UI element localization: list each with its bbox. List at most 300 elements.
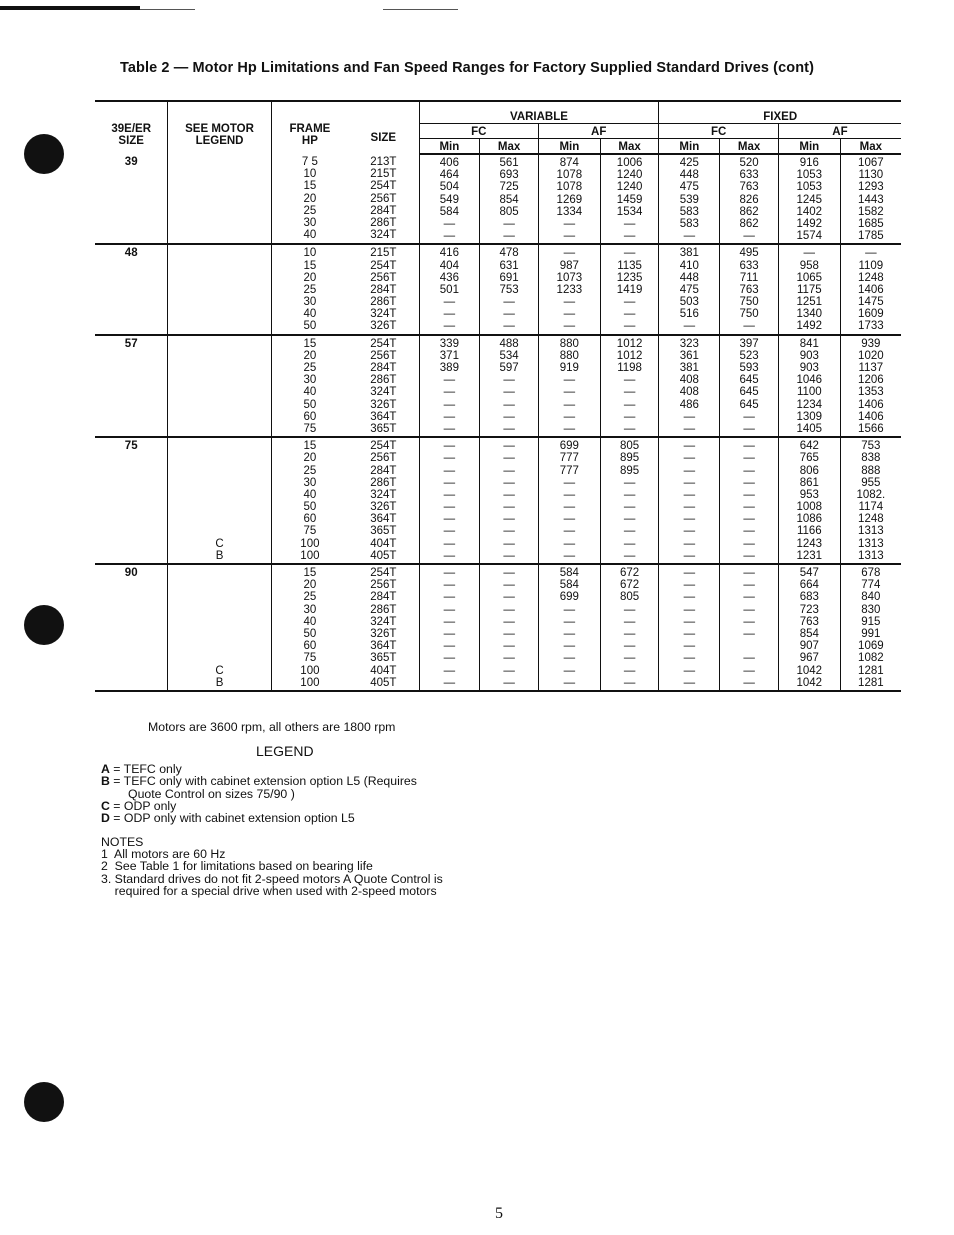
note-item: 1 All motors are 60 Hz <box>101 847 226 861</box>
fan-speed-value: 381 <box>679 247 699 260</box>
legend-item <box>101 812 417 824</box>
frame-cell <box>348 244 419 334</box>
max-header: Max <box>600 139 659 155</box>
fan-speed-value: 645 <box>739 374 759 387</box>
note-item: 3. Standard drives do not fit 2-speed motors A Quote Control is <box>101 871 443 886</box>
fan-speed-value: 691 <box>499 271 519 284</box>
fan-speed-value: 389 <box>439 362 459 374</box>
legend-cell <box>168 244 271 334</box>
fan-speed-value: 1685 <box>858 217 884 230</box>
fan-speed-value: 1281 <box>858 676 884 689</box>
frame-size: 254T <box>370 337 397 350</box>
motor-legend-code <box>168 579 270 591</box>
fan-speed-value: 895 <box>620 464 640 477</box>
fan-speed-value: 1082. <box>856 488 886 501</box>
value-cell <box>419 335 480 438</box>
fan-speed-value: — <box>683 320 696 333</box>
motor-hp: 25 <box>303 204 317 217</box>
fan-speed-value: — <box>623 386 636 399</box>
motor-legend-code <box>168 350 270 362</box>
fan-speed-value: 464 <box>439 169 459 182</box>
fan-speed-value: 777 <box>559 464 579 477</box>
motor-hp: 50 <box>303 501 317 514</box>
motor-legend-code <box>168 272 270 284</box>
fan-speed-value: — <box>503 501 515 514</box>
fan-speed-value: — <box>443 374 456 387</box>
legend-key: D <box>101 811 110 826</box>
fan-speed-value: 645 <box>739 386 759 399</box>
fan-speed-value: 503 <box>679 296 699 309</box>
motor-legend-code <box>168 217 270 229</box>
frame-size: 324T <box>370 229 397 242</box>
fan-speed-value: 584 <box>559 579 579 592</box>
fan-speed-value: 1281 <box>858 664 884 677</box>
motor-hp: 10 <box>303 168 317 181</box>
fan-speed-value: — <box>623 627 636 640</box>
fan-speed-value: — <box>503 567 515 579</box>
binder-hole-icon <box>24 134 64 174</box>
fan-speed-value: — <box>443 320 456 333</box>
fan-speed-value: 1245 <box>796 193 823 206</box>
fan-speed-value: 1082 <box>858 652 884 665</box>
fan-speed-value: 1078 <box>556 181 583 194</box>
frame-size: 256T <box>370 579 397 592</box>
fan-speed-value: — <box>563 513 576 526</box>
fan-speed-value: — <box>563 422 576 435</box>
fan-speed-value: 1419 <box>616 283 643 296</box>
motor-hp: 75 <box>303 652 317 665</box>
fan-speed-value: 664 <box>799 579 819 592</box>
frame-size: 286T <box>370 216 397 229</box>
fan-speed-value: 448 <box>679 169 699 182</box>
fan-speed-value: 805 <box>620 440 640 453</box>
fan-speed-value: — <box>503 308 515 321</box>
fan-speed-value: 826 <box>739 193 759 206</box>
fan-speed-value: 1609 <box>858 308 884 321</box>
fan-speed-value: — <box>563 603 576 616</box>
fan-speed-value: — <box>683 549 696 562</box>
frame-size: 254T <box>370 567 397 579</box>
fan-speed-value: 919 <box>559 362 579 374</box>
fan-speed-value: 410 <box>679 259 699 272</box>
fan-speed-value: — <box>743 567 755 579</box>
fan-speed-value: — <box>683 640 696 653</box>
frame-size: 213T <box>370 156 397 168</box>
fan-speed-value: 725 <box>499 181 519 194</box>
fan-speed-value: 1069 <box>858 640 884 653</box>
frame-size: 365T <box>370 525 397 538</box>
col-frame-header: SIZE <box>348 101 419 154</box>
fan-speed-value: 1053 <box>796 169 823 182</box>
fan-speed-value: 711 <box>739 271 759 284</box>
fan-speed-value: — <box>743 676 755 689</box>
fan-speed-value: 907 <box>799 640 819 653</box>
value-cell <box>720 564 779 691</box>
frame-size: 284T <box>370 204 397 217</box>
fan-speed-value: 1459 <box>616 193 643 206</box>
fan-speed-value: 1053 <box>796 181 823 194</box>
legend-key: A <box>101 762 110 776</box>
fan-speed-value: — <box>563 308 576 321</box>
frame-size: 404T <box>370 664 397 677</box>
fan-speed-value: — <box>683 501 696 514</box>
size-group-row <box>95 437 901 564</box>
fan-speed-value: 806 <box>799 464 819 477</box>
fan-speed-value: — <box>683 591 696 604</box>
frame-size: 365T <box>370 652 397 665</box>
frame-size: 326T <box>370 398 397 411</box>
fan-speed-value: 699 <box>559 591 579 604</box>
fan-speed-value: 488 <box>499 337 519 350</box>
frame-cell <box>348 564 419 691</box>
frame-size: 365T <box>370 422 397 435</box>
fan-speed-value: — <box>683 615 696 628</box>
motor-hp: 50 <box>303 320 317 333</box>
fan-speed-value: 763 <box>799 615 819 628</box>
fan-speed-value: 1137 <box>858 362 884 374</box>
frame-size: 405T <box>370 549 397 562</box>
fan-speed-value: 1231 <box>796 549 823 562</box>
motor-legend-code <box>168 284 270 296</box>
frame-size: 286T <box>370 476 397 489</box>
fan-speed-value: 1405 <box>796 422 823 435</box>
fan-speed-value: 1020 <box>858 349 884 362</box>
value-cell <box>538 244 600 334</box>
motor-legend-code <box>168 423 270 435</box>
fan-speed-value: — <box>623 247 636 260</box>
fan-speed-value: 967 <box>799 652 819 665</box>
frame-size: 326T <box>370 627 397 640</box>
fan-speed-value: 1065 <box>796 271 823 284</box>
fan-speed-value: — <box>683 676 696 689</box>
fan-speed-value: — <box>443 591 456 604</box>
fan-speed-value: — <box>443 549 456 562</box>
fan-speed-value: — <box>503 386 515 399</box>
size-group-row <box>95 154 901 244</box>
fan-speed-value: 1534 <box>616 205 643 218</box>
fan-speed-value: — <box>443 422 456 435</box>
motor-hp: 75 <box>303 525 317 538</box>
motor-legend-code <box>168 386 270 398</box>
value-cell <box>538 564 600 691</box>
fan-speed-value: — <box>503 217 515 230</box>
fan-speed-value: — <box>743 615 755 628</box>
frame-size: 256T <box>370 452 397 465</box>
fan-speed-value: — <box>683 664 696 677</box>
fan-speed-value: — <box>683 513 696 526</box>
motor-hp: 15 <box>303 180 317 193</box>
fan-speed-value: 1086 <box>796 513 823 526</box>
col-legend-header <box>168 101 271 154</box>
motor-hp: 10 <box>303 247 317 260</box>
hp-cell <box>271 564 348 691</box>
fan-speed-value: — <box>623 652 636 665</box>
fan-speed-value: 516 <box>679 308 699 321</box>
fan-speed-value: 436 <box>439 271 459 284</box>
fan-speed-value: 1353 <box>858 386 884 399</box>
motor-legend-code <box>168 616 270 628</box>
frame-size: 254T <box>370 259 397 272</box>
motor-legend-code <box>168 501 270 513</box>
fan-speed-value: 1067 <box>858 157 884 169</box>
motor-legend-code <box>168 489 270 501</box>
fan-speed-value: 854 <box>799 627 819 640</box>
fan-speed-value: 1492 <box>796 217 823 230</box>
fan-speed-value: — <box>503 591 515 604</box>
fan-speed-value: 584 <box>559 567 579 579</box>
fan-speed-value: — <box>743 579 755 592</box>
fan-speed-value: — <box>503 537 515 550</box>
fan-speed-value: — <box>743 549 755 562</box>
variable-header: VARIABLE <box>419 101 659 124</box>
fan-speed-value: — <box>563 640 576 653</box>
fan-speed-value: — <box>623 676 636 689</box>
fan-speed-value: 683 <box>799 591 819 604</box>
fan-speed-value: 633 <box>739 169 759 182</box>
fan-speed-value: 323 <box>679 337 699 350</box>
fan-speed-value: — <box>503 652 515 665</box>
fan-speed-value: 1006 <box>616 157 643 169</box>
motor-legend-code: C <box>215 537 224 550</box>
frame-size: 324T <box>370 386 397 399</box>
fan-speed-value: 903 <box>799 349 819 362</box>
motor-legend-code <box>168 168 270 180</box>
fan-speed-value: 408 <box>679 386 699 399</box>
fan-speed-value: — <box>443 579 456 592</box>
max-header: Max <box>720 139 779 155</box>
legend-cell <box>168 335 271 438</box>
motor-hp: 30 <box>303 216 317 229</box>
value-cell <box>659 335 720 438</box>
fan-speed-value: 1269 <box>556 193 583 206</box>
legend-cell <box>168 154 271 244</box>
motor-hp: 20 <box>303 452 317 465</box>
motor-hp: 40 <box>303 488 317 501</box>
fan-speed-value: — <box>683 422 696 435</box>
fan-speed-value: — <box>563 217 576 230</box>
fan-speed-value: — <box>443 603 456 616</box>
fan-speed-value: — <box>623 549 636 562</box>
motor-hp: 60 <box>303 410 317 423</box>
motor-legend-code <box>168 156 270 168</box>
frame-size: 286T <box>370 374 397 387</box>
fan-speed-value: 915 <box>861 615 881 628</box>
fan-speed-value: — <box>563 296 576 309</box>
fan-speed-value: — <box>683 476 696 489</box>
fan-speed-value: 593 <box>739 362 759 374</box>
motor-hp: 15 <box>303 337 317 350</box>
fan-speed-value: — <box>443 664 456 677</box>
col-size-header <box>95 101 168 154</box>
fixed-af-header: AF <box>778 124 901 139</box>
fan-speed-value: — <box>623 615 636 628</box>
legend-text: = ODP only with cabinet extension option L5 <box>109 811 355 826</box>
motor-legend-code <box>168 193 270 205</box>
motor-legend-code <box>168 180 270 192</box>
fan-speed-value: 765 <box>799 452 819 465</box>
value-cell <box>778 335 840 438</box>
motor-legend-code <box>168 591 270 603</box>
fan-speed-value: 955 <box>861 476 881 489</box>
table-body <box>95 154 901 691</box>
motor-hp: 25 <box>303 362 317 374</box>
fan-speed-value: — <box>683 488 696 501</box>
fan-speed-value: 672 <box>620 567 640 579</box>
size-cell: 39 <box>95 154 168 244</box>
motor-hp: 25 <box>303 283 317 296</box>
fan-speed-value: 425 <box>679 157 699 169</box>
fan-speed-value: 1174 <box>858 501 884 514</box>
fan-speed-value: — <box>503 579 515 592</box>
motor-hp: 40 <box>303 229 317 242</box>
fan-speed-value: 406 <box>439 157 459 169</box>
value-cell <box>720 335 779 438</box>
frame-size: 364T <box>370 640 397 653</box>
fan-speed-value: 763 <box>739 283 759 296</box>
fan-speed-value: 678 <box>861 567 881 579</box>
frame-size: 284T <box>370 464 397 477</box>
table-title: Table 2 — Motor Hp Limitations and Fan Speed Ranges for Factory Supplied Standard Drives (cont) <box>120 60 815 76</box>
motor-hp: 50 <box>303 627 317 640</box>
legend-cell <box>168 437 271 564</box>
fan-speed-value: — <box>503 422 515 435</box>
fan-speed-value: 838 <box>861 452 881 465</box>
fan-speed-value: 1406 <box>858 410 884 423</box>
fan-speed-value: 1100 <box>796 386 822 399</box>
fan-speed-value: 642 <box>799 440 819 453</box>
motor-legend-code <box>168 628 270 640</box>
fan-speed-value: 763 <box>739 181 759 194</box>
fan-speed-value: 750 <box>739 308 759 321</box>
value-cell <box>720 154 779 244</box>
motor-legend-code <box>168 374 270 386</box>
fan-speed-value: — <box>623 537 636 550</box>
fan-speed-value: 1042 <box>796 664 823 677</box>
motor-legend-code <box>168 308 270 320</box>
binder-hole-icon <box>24 1082 64 1122</box>
top-rule-right <box>383 9 458 10</box>
top-rule <box>0 6 140 10</box>
value-cell <box>538 437 600 564</box>
fan-speed-value: 1175 <box>796 283 822 296</box>
fan-speed-value: — <box>683 230 696 243</box>
fan-speed-value: 1233 <box>556 283 583 296</box>
fan-speed-value: — <box>743 230 755 243</box>
fan-speed-value: 1402 <box>796 205 823 218</box>
legend-key: B <box>101 774 110 789</box>
value-cell <box>480 437 539 564</box>
min-header: Min <box>778 139 840 155</box>
motor-hp: 20 <box>303 579 317 592</box>
fan-speed-value: — <box>443 525 456 538</box>
fan-speed-value: 1566 <box>858 422 884 435</box>
size-cell: 48 <box>95 244 168 334</box>
value-cell <box>480 335 539 438</box>
fan-speed-value: — <box>683 627 696 640</box>
motor-legend-code <box>168 247 270 259</box>
fan-speed-value: — <box>443 386 456 399</box>
motor-hp: 25 <box>303 591 317 604</box>
variable-fc-header: FC <box>419 124 538 139</box>
motor-legend-code <box>168 229 270 241</box>
motor-legend-code <box>168 296 270 308</box>
motor-hp: 40 <box>303 615 317 628</box>
fan-speed-value: 539 <box>679 193 699 206</box>
fan-speed-value: — <box>623 217 636 230</box>
size-group-row <box>95 335 901 438</box>
fan-speed-value: — <box>623 308 636 321</box>
fan-speed-value: 1293 <box>858 181 884 194</box>
hp-header-1: FRAME <box>289 122 331 135</box>
fan-speed-value: — <box>443 476 456 489</box>
fan-speed-value: 916 <box>799 157 819 169</box>
fan-speed-value: — <box>443 488 456 501</box>
fan-speed-value: — <box>503 410 515 423</box>
frame-size: 284T <box>370 283 397 296</box>
fan-speed-value: — <box>443 615 456 628</box>
fan-speed-value: — <box>443 398 456 411</box>
fan-speed-value: — <box>563 374 576 387</box>
fan-speed-value: — <box>683 537 696 550</box>
motor-hp: 15 <box>303 440 317 453</box>
fan-speed-value: — <box>443 296 456 309</box>
fan-speed-value: 991 <box>861 627 881 640</box>
frame-size: 364T <box>370 410 397 423</box>
value-cell <box>840 335 901 438</box>
legend-text: Quote Control on sizes 75/90 ) <box>128 786 295 801</box>
motor-hp: 15 <box>303 259 317 272</box>
fan-speed-value: 339 <box>439 337 459 350</box>
fan-speed-value: 1008 <box>796 501 823 514</box>
fan-speed-value: 1406 <box>858 283 884 296</box>
fan-speed-value: — <box>683 603 696 616</box>
fan-speed-value: — <box>563 488 576 501</box>
fan-speed-value: — <box>443 501 456 514</box>
size-cell: 57 <box>95 335 168 438</box>
motor-hp: 100 <box>300 676 320 689</box>
fan-speed-value: — <box>563 676 576 689</box>
motor-hp: 30 <box>303 296 317 309</box>
motor-legend-code <box>168 452 270 464</box>
fan-speed-value: — <box>743 513 755 526</box>
fan-speed-value: — <box>683 579 696 592</box>
motor-legend-code <box>168 477 270 489</box>
fan-speed-value: — <box>503 452 515 465</box>
frame-size: 324T <box>370 615 397 628</box>
motor-hp: 20 <box>303 271 317 284</box>
fan-speed-value: 475 <box>679 181 699 194</box>
fan-speed-value: — <box>623 374 636 387</box>
hp-cell <box>271 154 348 244</box>
fan-speed-value: 895 <box>620 452 640 465</box>
frame-size: 215T <box>370 168 397 181</box>
fan-speed-value: 958 <box>799 259 819 272</box>
fan-speed-value: — <box>743 440 755 453</box>
value-cell <box>538 154 600 244</box>
fan-speed-value: 1243 <box>796 537 823 550</box>
value-cell <box>720 244 779 334</box>
size-header-1: 39E/ER <box>111 122 152 135</box>
fan-speed-value: — <box>503 676 515 689</box>
frame-size: 404T <box>370 537 397 550</box>
motor-legend-code <box>168 320 270 332</box>
min-header: Min <box>538 139 600 155</box>
fan-speed-value: 774 <box>861 579 881 592</box>
fan-speed-value <box>720 640 778 652</box>
fan-speed-value: 854 <box>499 193 519 206</box>
motor-legend-code <box>168 513 270 525</box>
fan-speed-value: — <box>443 308 456 321</box>
